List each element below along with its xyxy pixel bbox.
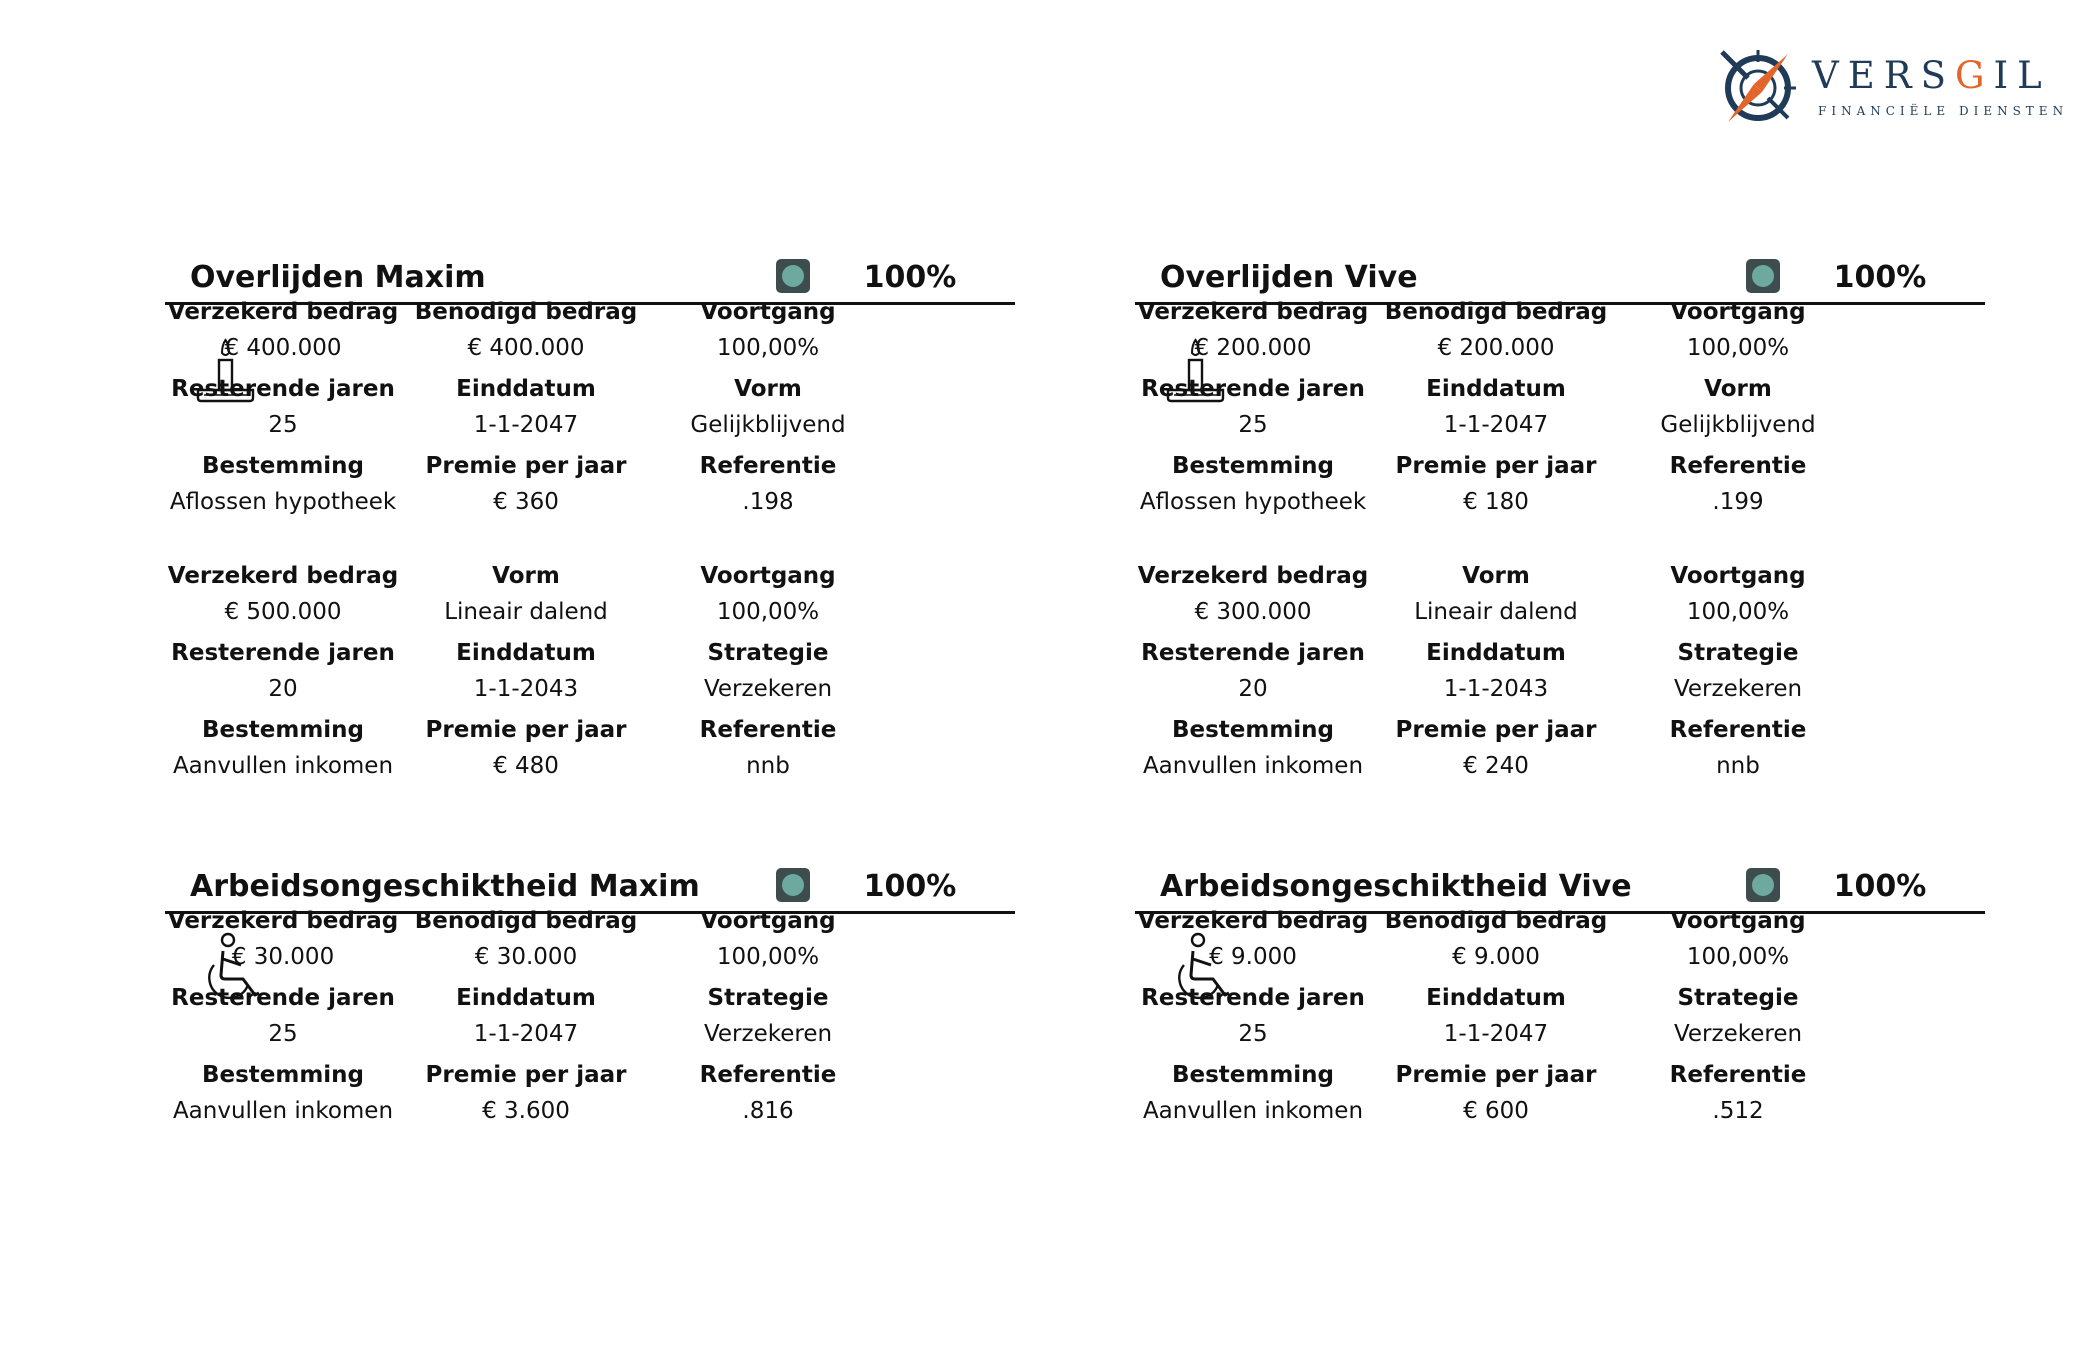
field-label: Verzekerd bedrag (167, 299, 399, 325)
field-value: € 180 (1463, 489, 1529, 515)
field-label: Einddatum (456, 985, 596, 1011)
field-value: .198 (742, 489, 794, 515)
field-label: Resterende jaren (1141, 640, 1365, 666)
field-label: Einddatum (1426, 640, 1566, 666)
field-value: Verzekeren (703, 1021, 833, 1047)
field-label: Vorm (1704, 376, 1772, 402)
field-value: € 500.000 (224, 599, 342, 625)
field-label: Benodigd bedrag (1384, 908, 1608, 934)
field-value: Gelijkblijvend (690, 412, 846, 438)
field-label: Resterende jaren (171, 640, 395, 666)
field-value: Lineair dalend (1414, 599, 1578, 625)
field-label: Verzekerd bedrag (1137, 908, 1369, 934)
logo-name-part3: IL (1993, 54, 2051, 97)
field-value: Aanvullen inkomen (1142, 1098, 1364, 1124)
field-label: Premie per jaar (425, 1062, 627, 1088)
field-label: Vorm (492, 563, 560, 589)
field-value: 25 (268, 1021, 298, 1047)
status-indicator-icon (1746, 868, 1780, 902)
field-label: Premie per jaar (1395, 453, 1597, 479)
section-arbeidsongeschiktheid-vive (1135, 865, 1985, 1124)
section-arbeidsongeschiktheid-maxim (165, 865, 1015, 1124)
field-label: Referentie (1669, 1062, 1807, 1088)
coverage-percentage: 100% (863, 869, 957, 904)
field-value: € 480 (493, 753, 559, 779)
section-title: Overlijden Maxim (190, 260, 486, 295)
field-value: 1-1-2047 (1443, 1021, 1549, 1047)
field-value: Aanvullen inkomen (1142, 753, 1364, 779)
field-label: Einddatum (1426, 985, 1566, 1011)
field-value: .199 (1712, 489, 1764, 515)
field-value: € 400.000 (224, 335, 342, 361)
field-label: Bestemming (1171, 717, 1335, 743)
field-value: € 200.000 (1437, 335, 1555, 361)
field-value: 1-1-2043 (473, 676, 579, 702)
field-value: Aflossen hypotheek (1139, 489, 1367, 515)
field-value: € 300.000 (1194, 599, 1312, 625)
field-value: 100,00% (716, 599, 820, 625)
field-value: Verzekeren (703, 676, 833, 702)
versgil-logo (1718, 48, 2069, 130)
field-value: € 400.000 (467, 335, 585, 361)
field-value: 100,00% (1686, 944, 1790, 970)
field-value: nnb (746, 753, 790, 779)
field-label: Voortgang (1670, 299, 1806, 325)
coverage-percentage: 100% (1833, 869, 1927, 904)
field-value: € 9.000 (1452, 944, 1540, 970)
field-label: Bestemming (201, 717, 365, 743)
field-label: Resterende jaren (171, 985, 395, 1011)
field-value: Verzekeren (1673, 1021, 1803, 1047)
section-overlijden-vive (1135, 256, 1985, 779)
field-value: € 600 (1463, 1098, 1529, 1124)
field-value: 20 (1238, 676, 1268, 702)
field-value: € 30.000 (231, 944, 335, 970)
field-label: Voortgang (700, 908, 836, 934)
compass-logo-icon (1718, 48, 1798, 128)
section-title: Arbeidsongeschiktheid Vive (1160, 869, 1632, 904)
field-value: 1-1-2043 (1443, 676, 1549, 702)
field-value: € 30.000 (474, 944, 578, 970)
field-value: Aanvullen inkomen (172, 1098, 394, 1124)
field-label: Premie per jaar (1395, 717, 1597, 743)
field-value: .512 (1712, 1098, 1764, 1124)
field-label: Resterende jaren (171, 376, 395, 402)
logo-name-part1: VERS (1812, 54, 1955, 97)
field-value: nnb (1716, 753, 1760, 779)
field-label: Premie per jaar (425, 717, 627, 743)
field-label: Bestemming (201, 1062, 365, 1088)
field-value: 100,00% (716, 335, 820, 361)
field-label: Benodigd bedrag (414, 908, 638, 934)
field-label: Resterende jaren (1141, 985, 1365, 1011)
field-value: Aflossen hypotheek (169, 489, 397, 515)
field-value: 25 (1238, 1021, 1268, 1047)
field-label: Strategie (1677, 640, 1799, 666)
status-indicator-icon (776, 259, 810, 293)
field-value: Verzekeren (1673, 676, 1803, 702)
field-label: Einddatum (1426, 376, 1566, 402)
field-value: Aanvullen inkomen (172, 753, 394, 779)
field-label: Voortgang (700, 563, 836, 589)
status-indicator-icon (1746, 259, 1780, 293)
field-label: Voortgang (1670, 563, 1806, 589)
field-label: Einddatum (456, 640, 596, 666)
field-label: Vorm (734, 376, 802, 402)
field-label: Referentie (699, 717, 837, 743)
field-label: Referentie (699, 1062, 837, 1088)
field-label: Verzekerd bedrag (167, 908, 399, 934)
coverage-percentage: 100% (863, 260, 957, 295)
field-label: Referentie (699, 453, 837, 479)
field-value: .816 (742, 1098, 794, 1124)
field-label: Voortgang (700, 299, 836, 325)
field-value: 1-1-2047 (473, 412, 579, 438)
field-value: 100,00% (716, 944, 820, 970)
field-label: Benodigd bedrag (1384, 299, 1608, 325)
section-title: Overlijden Vive (1160, 260, 1418, 295)
field-label: Referentie (1669, 453, 1807, 479)
field-value: 25 (1238, 412, 1268, 438)
logo-name-part2: G (1954, 54, 1994, 97)
field-value: € 240 (1463, 753, 1529, 779)
field-value: 20 (268, 676, 298, 702)
section-overlijden-maxim (165, 256, 1015, 779)
field-label: Strategie (707, 640, 829, 666)
field-value: Gelijkblijvend (1660, 412, 1816, 438)
field-value: € 200.000 (1194, 335, 1312, 361)
section-title: Arbeidsongeschiktheid Maxim (190, 869, 700, 904)
field-label: Referentie (1669, 717, 1807, 743)
field-label: Bestemming (1171, 1062, 1335, 1088)
field-label: Verzekerd bedrag (167, 563, 399, 589)
field-value: € 9.000 (1209, 944, 1297, 970)
status-indicator-icon (776, 868, 810, 902)
field-label: Bestemming (201, 453, 365, 479)
field-label: Vorm (1462, 563, 1530, 589)
coverage-percentage: 100% (1833, 260, 1927, 295)
field-label: Verzekerd bedrag (1137, 299, 1369, 325)
field-value: € 3.600 (482, 1098, 570, 1124)
field-value: 100,00% (1686, 599, 1790, 625)
field-label: Einddatum (456, 376, 596, 402)
field-label: Resterende jaren (1141, 376, 1365, 402)
field-label: Bestemming (1171, 453, 1335, 479)
field-value: 25 (268, 412, 298, 438)
field-label: Strategie (707, 985, 829, 1011)
logo-wordmark (1812, 54, 2051, 98)
logo-tagline: FINANCIËLE DIENSTEN (1818, 104, 2069, 118)
field-value: 1-1-2047 (1443, 412, 1549, 438)
field-value: 100,00% (1686, 335, 1790, 361)
field-label: Premie per jaar (425, 453, 627, 479)
field-label: Voortgang (1670, 908, 1806, 934)
field-value: € 360 (493, 489, 559, 515)
field-label: Benodigd bedrag (414, 299, 638, 325)
field-label: Verzekerd bedrag (1137, 563, 1369, 589)
field-label: Strategie (1677, 985, 1799, 1011)
field-value: 1-1-2047 (473, 1021, 579, 1047)
field-value: Lineair dalend (444, 599, 608, 625)
field-label: Premie per jaar (1395, 1062, 1597, 1088)
